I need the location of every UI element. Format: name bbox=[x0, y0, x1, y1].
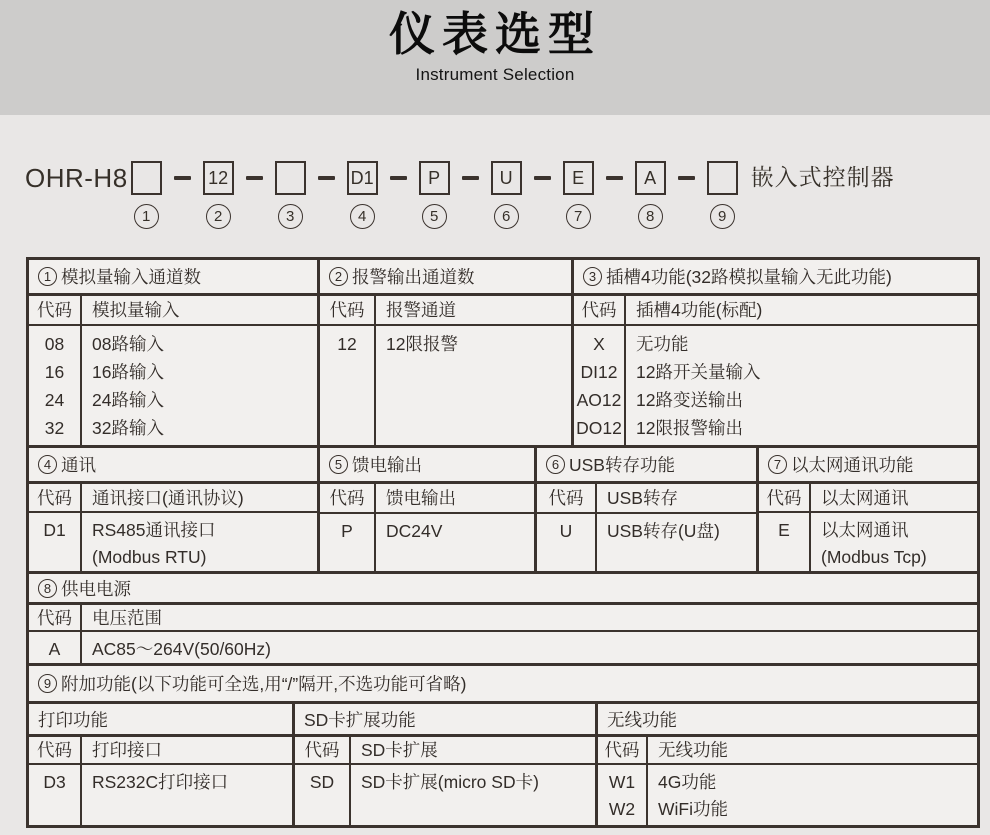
section-header bbox=[574, 260, 977, 296]
desc-cell: RS485通讯接口 bbox=[92, 520, 216, 540]
code-cell: X bbox=[593, 334, 605, 354]
circled-number-icon: 8 bbox=[38, 579, 57, 598]
dash-separator-icon bbox=[174, 176, 191, 180]
page-title: 仪表选型 bbox=[389, 8, 601, 60]
dash-separator-icon bbox=[246, 176, 263, 180]
circled-number-icon: 6 bbox=[546, 455, 565, 474]
circled-number-icon: 2 bbox=[329, 267, 348, 286]
section-header bbox=[295, 704, 595, 737]
circled-number-3: 3 bbox=[278, 204, 303, 229]
section-slot4-function bbox=[574, 260, 977, 445]
desc-cell: 12路变送输出 bbox=[636, 390, 743, 410]
section-header bbox=[759, 448, 977, 484]
code-column-header: 代码 bbox=[574, 296, 624, 326]
section-title: 以太网通讯功能 bbox=[791, 455, 914, 475]
dash-separator-icon bbox=[318, 176, 335, 180]
dash-separator-icon bbox=[390, 176, 407, 180]
circled-number-5: 5 bbox=[422, 204, 447, 229]
desc-cell: 24路输入 bbox=[92, 390, 164, 410]
code-cell: AO12 bbox=[576, 390, 622, 410]
desc-cell: 12限报警 bbox=[386, 334, 458, 354]
table-row-3 bbox=[29, 574, 977, 666]
section-header bbox=[320, 448, 534, 484]
desc-cell: DC24V bbox=[386, 521, 443, 541]
section-header bbox=[29, 448, 317, 484]
code-cell: SD bbox=[309, 772, 335, 792]
model-position-7 bbox=[563, 161, 594, 229]
desc-column-header: SD卡扩展 bbox=[351, 737, 595, 765]
table-row-4 bbox=[29, 666, 977, 704]
model-code-line bbox=[25, 161, 895, 229]
circled-number-icon: 4 bbox=[38, 455, 57, 474]
code-cell: DO12 bbox=[576, 418, 622, 438]
section-title: 报警输出通道数 bbox=[352, 267, 475, 287]
desc-cell: 08路输入 bbox=[92, 334, 164, 354]
code-cell bbox=[29, 544, 80, 571]
desc-column-header: USB转存 bbox=[597, 484, 756, 514]
desc-column-header: 以太网通讯 bbox=[811, 484, 977, 513]
desc-cell: (Modbus RTU) bbox=[92, 547, 207, 567]
model-box-5: P bbox=[419, 161, 450, 195]
model-prefix: OHR-H8 bbox=[25, 163, 128, 193]
section-wireless-function bbox=[598, 704, 977, 825]
model-box-6: U bbox=[491, 161, 522, 195]
section-title: 通讯 bbox=[61, 455, 96, 475]
desc-column-header: 打印接口 bbox=[82, 737, 292, 765]
code-cell: DI12 bbox=[580, 362, 618, 382]
code-cell: P bbox=[341, 521, 353, 541]
model-position-4 bbox=[347, 161, 378, 229]
desc-column-header: 通讯接口(通讯协议) bbox=[82, 484, 317, 513]
code-column-header: 代码 bbox=[320, 296, 374, 326]
desc-cell: SD卡扩展(micro SD卡) bbox=[361, 772, 539, 792]
desc-cell: USB转存(U盘) bbox=[607, 521, 720, 541]
model-position-1 bbox=[131, 161, 162, 229]
model-box-4: D1 bbox=[347, 161, 378, 195]
circled-number-6: 6 bbox=[494, 204, 519, 229]
section-analog-input bbox=[29, 260, 320, 445]
desc-cell: 32路输入 bbox=[92, 418, 164, 438]
section-header bbox=[598, 704, 977, 737]
model-box-9 bbox=[707, 161, 738, 195]
section-title: 插槽4功能(32路模拟量输入无此功能) bbox=[606, 267, 892, 287]
section-title: 馈电输出 bbox=[352, 455, 422, 475]
circled-number-1: 1 bbox=[134, 204, 159, 229]
section-sdcard-function bbox=[295, 704, 598, 825]
dash-separator-icon bbox=[534, 176, 551, 180]
code-cell: 08 bbox=[44, 334, 65, 354]
circled-number-2: 2 bbox=[206, 204, 231, 229]
desc-cell: RS232C打印接口 bbox=[92, 772, 229, 792]
section-alarm-output bbox=[320, 260, 574, 445]
circled-number-icon: 3 bbox=[583, 267, 602, 286]
code-cell: E bbox=[778, 520, 790, 540]
section-title: 无线功能 bbox=[607, 709, 677, 730]
circled-number-8: 8 bbox=[638, 204, 663, 229]
circled-number-7: 7 bbox=[566, 204, 591, 229]
code-cell: W1 bbox=[608, 772, 636, 792]
code-cell bbox=[759, 544, 809, 571]
circled-number-icon: 7 bbox=[768, 455, 787, 474]
code-column-header: 代码 bbox=[29, 605, 80, 632]
code-cell: W2 bbox=[608, 799, 636, 819]
desc-cell: 16路输入 bbox=[92, 362, 164, 382]
desc-cell: 以太网通讯 bbox=[821, 520, 909, 540]
section-power-supply bbox=[29, 574, 977, 663]
model-box-3 bbox=[275, 161, 306, 195]
circled-number-9: 9 bbox=[710, 204, 735, 229]
model-position-2 bbox=[203, 161, 234, 229]
circled-number-icon: 5 bbox=[329, 455, 348, 474]
section-ethernet bbox=[759, 448, 977, 571]
section-title: SD卡扩展功能 bbox=[304, 709, 416, 730]
section-title: 打印功能 bbox=[38, 709, 108, 730]
model-suffix: 嵌入式控制器 bbox=[750, 164, 895, 190]
desc-cell: (Modbus Tcp) bbox=[821, 547, 927, 567]
code-cell: 12 bbox=[337, 334, 357, 354]
table-row-1 bbox=[29, 260, 977, 448]
code-cell: D1 bbox=[43, 520, 66, 540]
model-position-3 bbox=[275, 161, 306, 229]
section-additional-functions-note bbox=[29, 666, 977, 701]
desc-cell: 4G功能 bbox=[658, 772, 717, 792]
desc-column-header: 插槽4功能(标配) bbox=[626, 296, 977, 326]
model-box-7: E bbox=[563, 161, 594, 195]
section-header bbox=[29, 574, 977, 605]
desc-column-header: 馈电输出 bbox=[376, 484, 534, 514]
code-cell: D3 bbox=[43, 772, 66, 792]
model-box-2: 12 bbox=[203, 161, 234, 195]
desc-cell: 12限报警输出 bbox=[636, 418, 743, 438]
code-column-header: 代码 bbox=[598, 737, 646, 765]
circled-number-4: 4 bbox=[350, 204, 375, 229]
code-cell: 24 bbox=[44, 390, 65, 410]
code-cell: 16 bbox=[44, 362, 65, 382]
model-box-8: A bbox=[635, 161, 666, 195]
code-column-header: 代码 bbox=[320, 484, 374, 514]
table-row-2 bbox=[29, 448, 977, 574]
code-column-header: 代码 bbox=[537, 484, 595, 514]
desc-cell: 12路开关量输入 bbox=[636, 362, 761, 382]
desc-cell: 无功能 bbox=[636, 334, 689, 354]
section-header bbox=[29, 704, 292, 737]
section-title: 模拟量输入通道数 bbox=[61, 267, 201, 287]
title-banner bbox=[0, 0, 990, 115]
model-position-9 bbox=[707, 161, 738, 229]
dash-separator-icon bbox=[606, 176, 623, 180]
model-position-8 bbox=[635, 161, 666, 229]
model-position-6 bbox=[491, 161, 522, 229]
section-usb-transfer bbox=[537, 448, 759, 571]
code-column-header: 代码 bbox=[29, 737, 80, 765]
section-header bbox=[537, 448, 756, 484]
page-subtitle: Instrument Selection bbox=[415, 65, 575, 84]
dash-separator-icon bbox=[462, 176, 479, 180]
circled-number-icon: 1 bbox=[38, 267, 57, 286]
section-feed-output bbox=[320, 448, 537, 571]
code-cell: 32 bbox=[44, 418, 65, 438]
desc-column-header: 电压范围 bbox=[82, 605, 977, 632]
desc-cell: AC85～264V(50/60Hz) bbox=[92, 639, 271, 659]
model-position-5 bbox=[419, 161, 450, 229]
code-column-header: 代码 bbox=[29, 484, 80, 513]
desc-column-header: 模拟量输入 bbox=[82, 296, 317, 326]
section-title: USB转存功能 bbox=[569, 455, 675, 475]
selection-table bbox=[26, 257, 980, 828]
desc-column-header: 报警通道 bbox=[376, 296, 571, 326]
desc-column-header: 无线功能 bbox=[648, 737, 977, 765]
code-cell: A bbox=[48, 639, 61, 659]
code-column-header: 代码 bbox=[759, 484, 809, 513]
dash-separator-icon bbox=[678, 176, 695, 180]
section-title: 供电电源 bbox=[61, 578, 131, 599]
desc-cell: WiFi功能 bbox=[658, 799, 728, 819]
table-row-5 bbox=[29, 704, 977, 825]
model-box-1 bbox=[131, 161, 162, 195]
code-column-header: 代码 bbox=[29, 296, 80, 326]
section-header bbox=[29, 260, 317, 296]
section-title: 附加功能(以下功能可全选,用“/”隔开,不选功能可省略) bbox=[61, 674, 467, 694]
section-header bbox=[320, 260, 571, 296]
code-column-header: 代码 bbox=[295, 737, 349, 765]
section-print-function bbox=[29, 704, 295, 825]
circled-number-icon: 9 bbox=[38, 674, 57, 693]
section-communication bbox=[29, 448, 320, 571]
code-cell: U bbox=[559, 521, 573, 541]
